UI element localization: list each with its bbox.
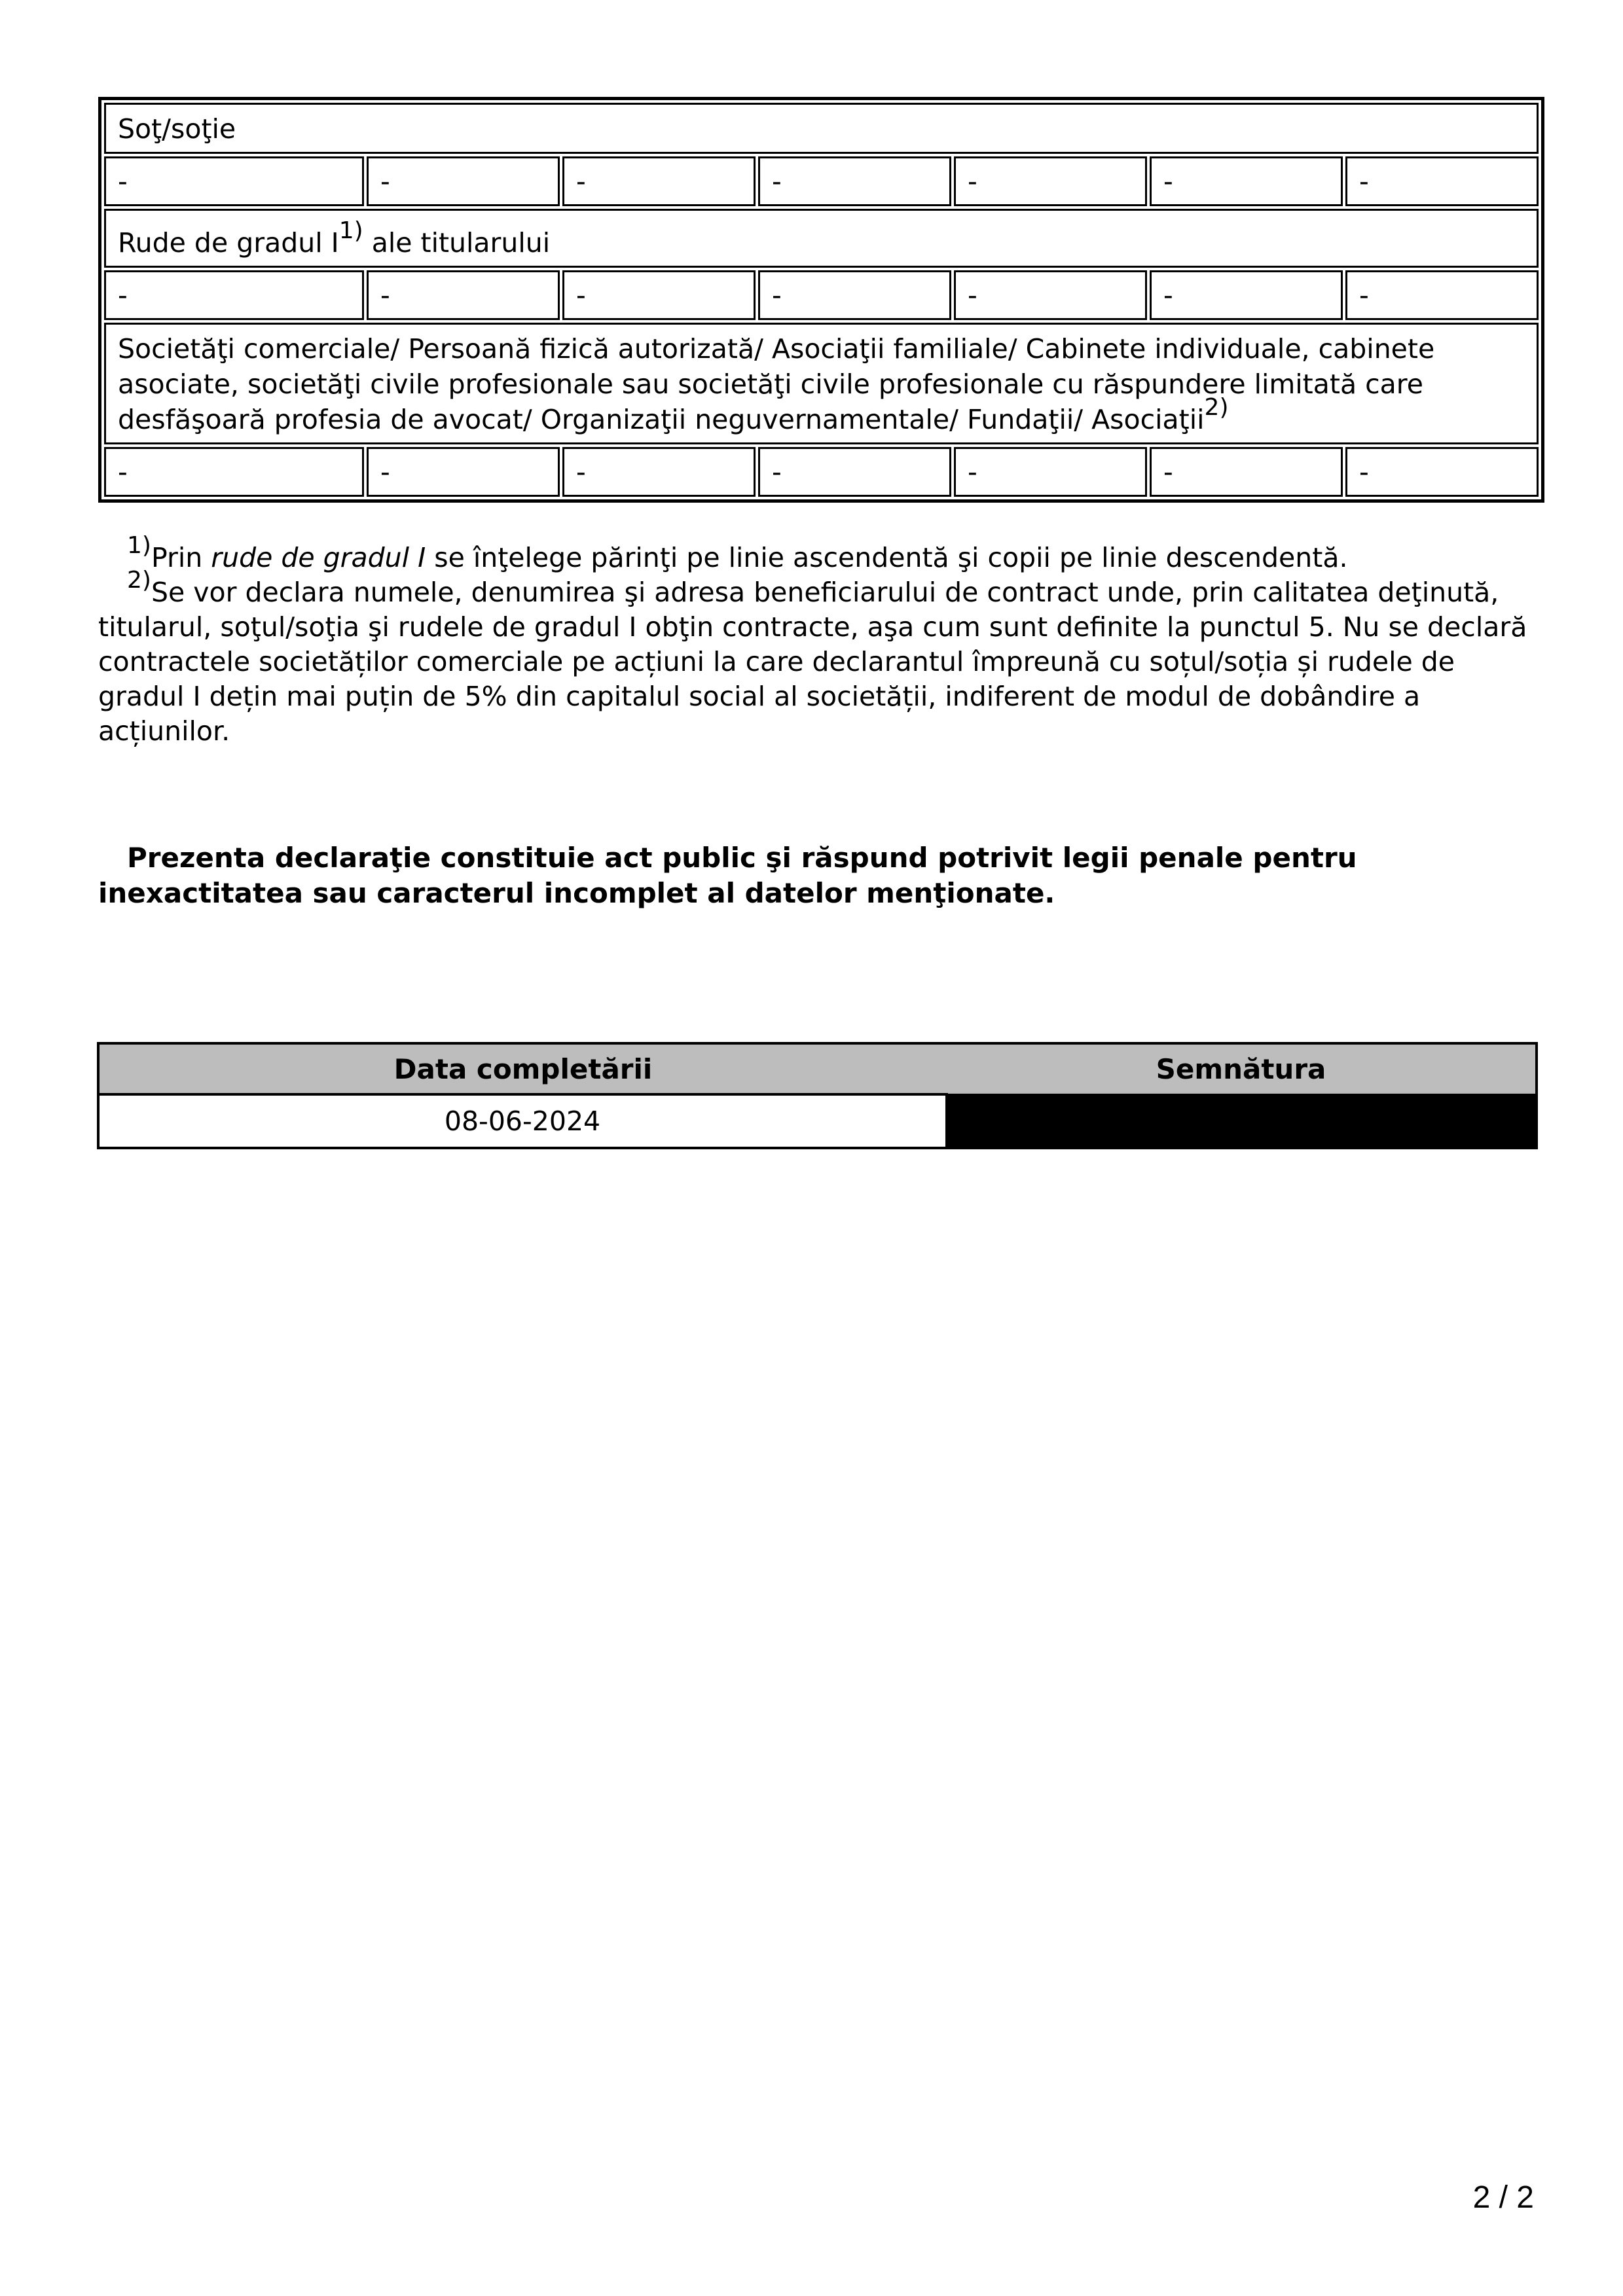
table-cell: -	[562, 156, 756, 206]
declaration-statement: Prezenta declaraţie constituie act public şi răspund potrivit legii penale pentru inexactitatea sau caracterul incomplet al datelor menţionate.	[98, 842, 1357, 909]
table-cell: -	[758, 270, 951, 320]
contracts-table	[98, 97, 1544, 503]
table-cell: -	[367, 270, 560, 320]
footnote-ref: 2)	[1204, 394, 1229, 422]
table-cell: -	[562, 447, 756, 497]
table-cell: -	[758, 447, 951, 497]
table-row	[104, 447, 1539, 497]
table-cell: -	[367, 156, 560, 206]
table-cell: -	[562, 270, 756, 320]
section-title-relatives: Rude de gradul $I^{1)}$ ale titularului	[104, 209, 1539, 268]
table-row	[104, 156, 1539, 206]
section-title-spouse: Soţ/soţie	[104, 103, 1539, 154]
table-cell: -	[1150, 447, 1343, 497]
table-cell: -	[104, 156, 364, 206]
section-row-companies	[104, 323, 1539, 444]
signature-header: Semnătura	[947, 1043, 1537, 1094]
table-cell: -	[954, 447, 1147, 497]
table-cell: -	[1150, 270, 1343, 320]
table-cell: -	[954, 270, 1147, 320]
footnote-2: $^{2)}$Se vor declara numele, denumirea şi adresa beneficiarului de contract unde, prin calitatea deţinută, titularul, soţul/soţia şi rudele de gradul I obţin contracte, aşa cum sunt definite la punctul 5. Nu se declară contractele societăților comerciale pe acțiuni la care declarantul împreună cu soțul/soția și rudele de gradul I dețin mai puțin de 5% din capitalul social al societății, indiferent de modul de dobândire a acțiunilor.	[98, 567, 1527, 747]
table-cell: -	[104, 447, 364, 497]
table-cell: -	[367, 447, 560, 497]
table-cell: -	[1345, 156, 1539, 206]
table-cell: -	[758, 156, 951, 206]
signature-table	[97, 1042, 1538, 1149]
table-row	[104, 270, 1539, 320]
table-cell: -	[954, 156, 1147, 206]
section-title-companies: Societăţi comerciale/ Persoană fizică autorizată/ Asociaţii familiale/ Cabinete individuale, cabinete asociate, societăţi civile profesionale sau societăţi civile profesionale cu răspundere limitată care desfăşoară profesia de avocat/ Organizaţii neguvernamentale/ Fundaţii/ Asociaţii$^{2)}$	[104, 323, 1539, 444]
footnote-1: $^{1)}$Prin rude de gradul I se înţelege părinţi pe linie ascendentă şi copii pe linie descendentă.	[127, 532, 1348, 573]
date-header: Data completării	[98, 1043, 947, 1094]
signature-redacted	[947, 1094, 1537, 1148]
page-number: 2 / 2	[1472, 2180, 1534, 2215]
completion-date: 08-06-2024	[98, 1094, 947, 1148]
footnotes	[98, 532, 1532, 749]
table-cell: -	[1150, 156, 1343, 206]
table-cell: -	[1345, 270, 1539, 320]
section-row-spouse	[104, 103, 1539, 154]
table-cell: -	[104, 270, 364, 320]
section-row-relatives	[104, 209, 1539, 268]
footnote-ref: 1)	[338, 217, 363, 245]
table-cell: -	[1345, 447, 1539, 497]
